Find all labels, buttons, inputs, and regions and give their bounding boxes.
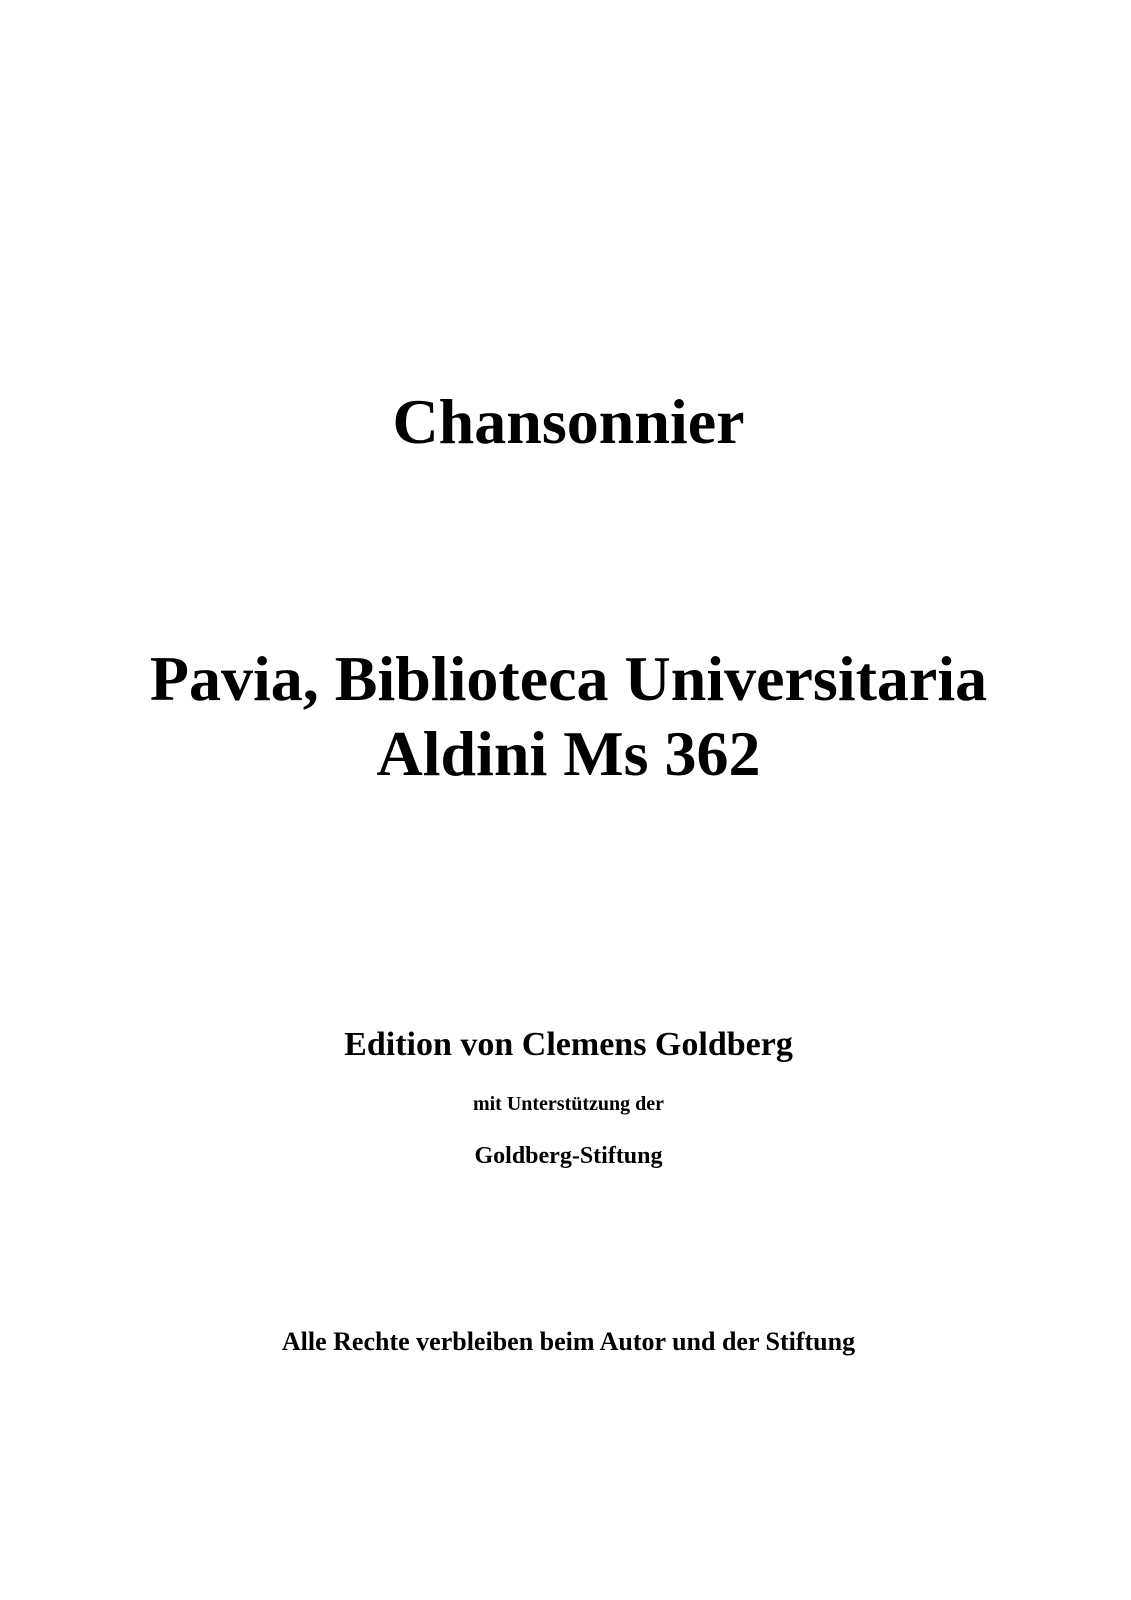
rights-notice: Alle Rechte verbleiben beim Autor und der Stiftung — [281, 1327, 856, 1356]
support-text: mit Unterstützung der — [472, 1093, 665, 1115]
document-title: Chansonnier — [392, 386, 745, 457]
source-manuscript: Aldini Ms 362 — [376, 718, 761, 789]
foundation-name: Goldberg-Stiftung — [474, 1143, 663, 1169]
source-library: Pavia, Biblioteca Universitaria — [149, 643, 988, 714]
edition-credit: Edition von Clemens Goldberg — [344, 1026, 793, 1063]
